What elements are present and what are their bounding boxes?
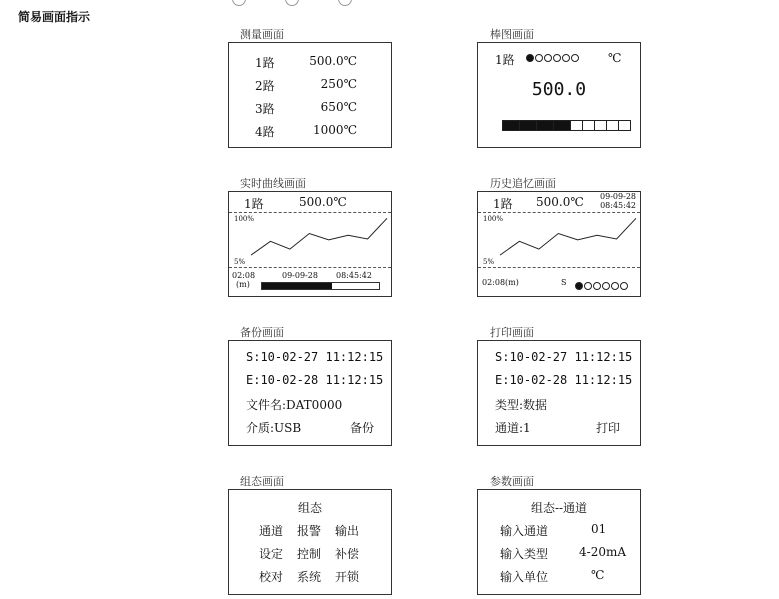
trend-line xyxy=(500,218,636,255)
backup-button[interactable]: 备份 xyxy=(350,421,375,435)
measure-value-2: 250℃ xyxy=(320,77,357,91)
params-label-input-unit: 输入单位 xyxy=(500,570,549,584)
bar-graph xyxy=(502,120,631,129)
bar-segment-filled xyxy=(502,120,520,131)
params-label-input-type: 输入类型 xyxy=(500,547,549,561)
print-channel: 通道:1 xyxy=(495,421,531,435)
history-time: 08:45:42 xyxy=(600,201,636,210)
measure-value-1: 500.0℃ xyxy=(309,54,357,68)
history-interval: 02:08(m) xyxy=(482,278,519,287)
measure-channel-4: 4路 xyxy=(255,125,275,139)
config-item-setting[interactable]: 设定 xyxy=(259,547,284,561)
page-dot xyxy=(553,54,561,62)
config-caption: 组态画面 xyxy=(240,475,284,488)
bar-channel: 1路 xyxy=(495,53,515,67)
history-value: 500.0℃ xyxy=(536,195,584,209)
print-end: E:10-02-28 11:12:15 xyxy=(495,373,633,387)
backup-filename: 文件名:DAT0000 xyxy=(246,398,343,412)
config-item-control[interactable]: 控制 xyxy=(297,547,322,561)
bar-caption: 棒图画面 xyxy=(490,28,534,41)
config-item-output[interactable]: 输出 xyxy=(335,524,360,538)
page-dot xyxy=(535,54,543,62)
config-screen xyxy=(228,489,392,595)
measure-value-3: 650℃ xyxy=(320,100,357,114)
backup-start: S:10-02-27 11:12:15 xyxy=(246,350,384,364)
realtime-y-bottom: 5% xyxy=(234,258,246,266)
bar-unit: ℃ xyxy=(608,51,622,65)
realtime-time: 08:45:42 xyxy=(336,271,372,280)
backup-end: E:10-02-28 11:12:15 xyxy=(246,373,384,387)
config-title: 组态 xyxy=(297,501,322,515)
config-item-system[interactable]: 系统 xyxy=(297,570,322,584)
page-dot xyxy=(571,54,579,62)
page-dot xyxy=(611,282,619,290)
realtime-y-top: 100% xyxy=(234,215,255,223)
page-dot xyxy=(544,54,552,62)
params-value-input-channel[interactable]: 01 xyxy=(591,522,607,536)
history-date: 09-09-28 xyxy=(600,192,636,201)
params-label-input-channel: 输入通道 xyxy=(500,524,549,538)
page-indicator-dots xyxy=(575,278,629,292)
page-dot xyxy=(593,282,601,290)
history-speed-label: S xyxy=(561,278,567,287)
print-type: 类型:数据 xyxy=(495,398,548,412)
top-circle-decoration xyxy=(232,0,246,6)
params-title: 组态--通道 xyxy=(530,501,588,515)
bar-screen xyxy=(477,42,641,148)
bar-segment-empty xyxy=(618,120,631,131)
history-screen xyxy=(477,191,641,297)
divider xyxy=(478,267,640,268)
realtime-caption: 实时曲线画面 xyxy=(240,177,306,190)
realtime-channel: 1路 xyxy=(244,197,264,211)
measure-caption: 测量画面 xyxy=(240,28,284,41)
print-button[interactable]: 打印 xyxy=(596,421,621,435)
bar-segment-filled xyxy=(536,120,554,131)
measure-screen xyxy=(228,42,392,148)
trend-line xyxy=(251,218,387,255)
params-screen xyxy=(477,489,641,595)
page-dot xyxy=(602,282,610,290)
measure-value-4: 1000℃ xyxy=(313,123,357,137)
measure-channel-1: 1路 xyxy=(255,56,275,70)
divider xyxy=(229,267,391,268)
measure-channel-3: 3路 xyxy=(255,102,275,116)
top-circle-decoration xyxy=(285,0,299,6)
params-value-input-type[interactable]: 4-20mA xyxy=(579,545,627,559)
top-circle-decoration xyxy=(338,0,352,6)
measure-channel-2: 2路 xyxy=(255,79,275,93)
config-item-calibrate[interactable]: 校对 xyxy=(259,570,284,584)
realtime-interval-unit: (m) xyxy=(236,280,250,289)
realtime-value: 500.0℃ xyxy=(299,195,347,209)
realtime-trend-chart xyxy=(229,192,391,296)
history-channel: 1路 xyxy=(493,197,513,211)
config-item-alarm[interactable]: 报警 xyxy=(297,524,322,538)
realtime-interval: 02:08 xyxy=(232,271,256,280)
page-title: 简易画面指示 xyxy=(18,10,91,24)
history-y-bottom: 5% xyxy=(483,258,495,266)
history-y-top: 100% xyxy=(483,215,504,223)
realtime-progress-fill xyxy=(262,283,332,289)
page-dot xyxy=(526,54,534,62)
page-indicator-dots xyxy=(526,50,580,64)
page-dot xyxy=(584,282,592,290)
params-caption: 参数画面 xyxy=(490,475,534,488)
bar-segment-filled xyxy=(553,120,571,131)
page-dot xyxy=(575,282,583,290)
realtime-progress-bar xyxy=(261,282,380,290)
backup-screen xyxy=(228,340,392,446)
realtime-date: 09-09-28 xyxy=(282,271,318,280)
backup-medium: 介质:USB xyxy=(246,421,302,435)
config-item-compensation[interactable]: 补偿 xyxy=(335,547,360,561)
realtime-screen xyxy=(228,191,392,297)
print-caption: 打印画面 xyxy=(490,326,534,339)
params-value-input-unit[interactable]: ℃ xyxy=(591,568,605,582)
bar-segment-filled xyxy=(519,120,537,131)
history-caption: 历史追忆画面 xyxy=(490,177,556,190)
print-start: S:10-02-27 11:12:15 xyxy=(495,350,633,364)
print-screen xyxy=(477,340,641,446)
page-dot xyxy=(562,54,570,62)
backup-caption: 备份画面 xyxy=(240,326,284,339)
bar-value: 500.0 xyxy=(531,79,587,100)
config-item-unlock[interactable]: 开锁 xyxy=(335,570,360,584)
config-item-channel[interactable]: 通道 xyxy=(259,524,284,538)
page-dot xyxy=(620,282,628,290)
